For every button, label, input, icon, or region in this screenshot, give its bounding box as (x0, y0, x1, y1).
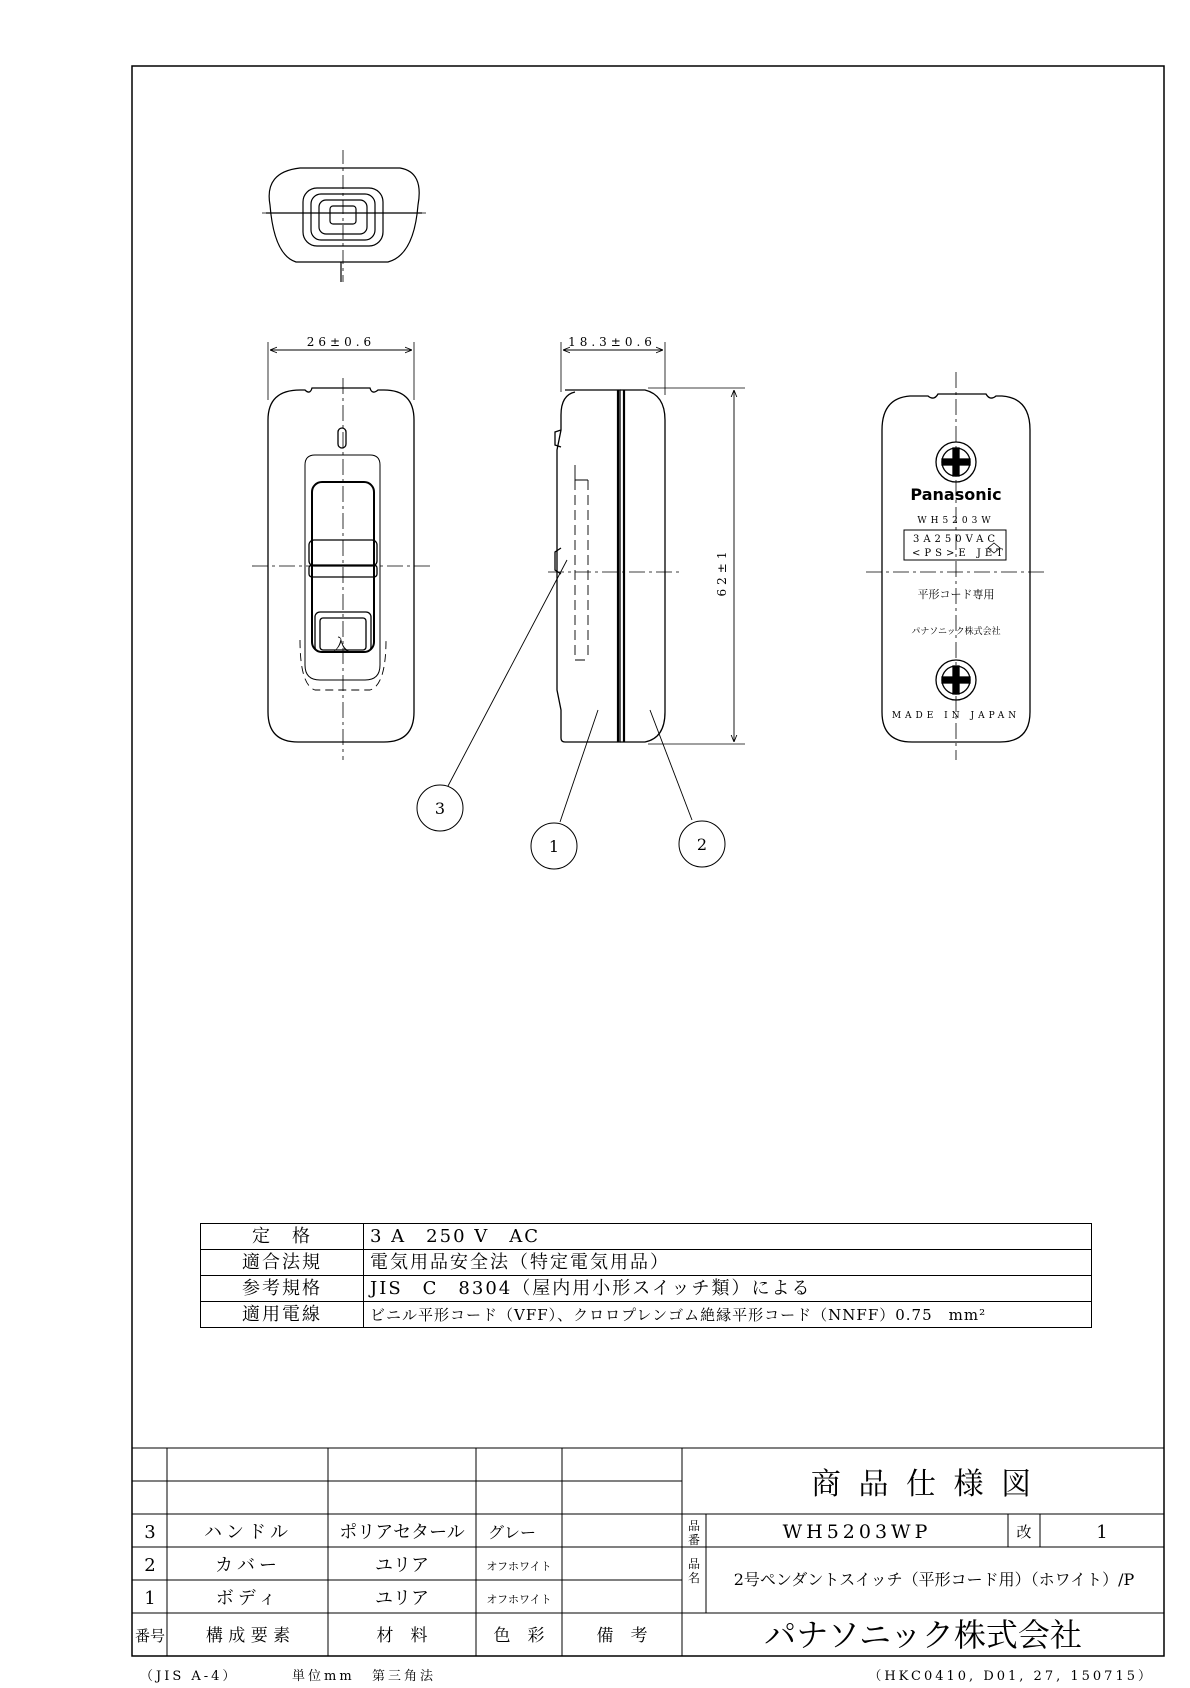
spec-value: JIS C 8304（屋内用小形スイッチ類）による (364, 1276, 1092, 1302)
part-row-1-name: ボディ (215, 1588, 281, 1609)
part-number: WH5203WP (782, 1521, 932, 1543)
spec-table (200, 1223, 1092, 1328)
spec-value: 電気用品安全法（特定電気用品） (364, 1250, 1092, 1276)
part-no-label-2: 番 (687, 1533, 701, 1547)
top-view (262, 150, 426, 282)
header-no: 番号 (134, 1627, 166, 1645)
part-no-label-1: 品 (687, 1519, 701, 1533)
spec-key: 定 格 (201, 1224, 364, 1250)
back-cord-note: 平形コード専用 (917, 588, 995, 601)
front-view (252, 342, 434, 760)
part-row-1-color: オフホワイト (486, 1593, 552, 1606)
part-row-1-material: ユリア (375, 1588, 429, 1609)
spec-key: 参考規格 (201, 1276, 364, 1302)
part-row-3-name: ハンドル (204, 1522, 292, 1543)
footer-standard: （JIS A-4） (140, 1669, 239, 1684)
spec-row-rating (201, 1224, 1092, 1250)
brand-logo-text: Panasonic (910, 485, 1002, 504)
back-pse: <PS>E JET (912, 548, 1007, 559)
callout-2: 2 (696, 835, 708, 854)
name-label-2: 名 (687, 1571, 701, 1585)
part-row-3-material: ポリアセタール (339, 1522, 465, 1543)
spec-row-standard (201, 1276, 1092, 1302)
spec-row-wire (201, 1302, 1092, 1328)
part-row-3-no: 3 (144, 1522, 156, 1543)
side-view (417, 342, 745, 869)
spec-value: ビニル平形コード（VFF）、クロロプレンゴム絶縁平形コード（NNFF）0.75 mm² (364, 1302, 1092, 1328)
callout-1: 1 (548, 837, 560, 856)
footer-unit: 単位mm (292, 1669, 355, 1684)
name-label-1: 品 (687, 1557, 701, 1571)
sheet-title: 商 品 仕 様 図 (810, 1467, 1036, 1502)
footer-projection: 第三角法 (372, 1669, 437, 1684)
part-row-2-no: 2 (144, 1555, 156, 1576)
company-name: パナソニック株式会社 (764, 1616, 1082, 1654)
product-name: 2号ペンダントスイッチ（平形コード用）（ホワイト）/P (733, 1570, 1135, 1589)
footer-doc-code: （HKC0410, D01, 27, 150715） (868, 1669, 1154, 1684)
part-row-2-material: ユリア (375, 1555, 429, 1576)
back-rating: 3A250VAC (912, 534, 1000, 545)
callout-3: 3 (434, 799, 446, 818)
revision-label: 改 (1016, 1523, 1032, 1541)
part-row-3-color: グレー (488, 1523, 537, 1542)
height-dimension: 62±1 (715, 547, 729, 597)
revision-number: 1 (1096, 1522, 1108, 1543)
back-view (866, 372, 1046, 760)
header-component: 構 成 要 素 (205, 1626, 291, 1646)
header-remarks: 備 考 (596, 1626, 648, 1646)
spec-row-law (201, 1250, 1092, 1276)
width-dimension: 26±0.6 (306, 335, 376, 349)
back-origin: MADE IN JAPAN (891, 711, 1021, 721)
spec-value: 3 A 250 V AC (364, 1224, 1092, 1250)
depth-dimension: 18.3±0.6 (568, 335, 656, 349)
spec-key: 適合法規 (201, 1250, 364, 1276)
back-model: WH5203W (917, 516, 995, 526)
sheet-border (132, 66, 1164, 1656)
part-row-1-no: 1 (144, 1588, 156, 1609)
part-row-2-color: オフホワイト (486, 1560, 552, 1573)
header-material: 材 料 (376, 1626, 428, 1646)
part-row-2-name: カバー (215, 1555, 281, 1576)
back-maker: パナソニック株式会社 (911, 627, 1001, 637)
switch-mark: 入 (332, 635, 350, 654)
header-color: 色 彩 (493, 1626, 545, 1646)
spec-key: 適用電線 (201, 1302, 364, 1328)
